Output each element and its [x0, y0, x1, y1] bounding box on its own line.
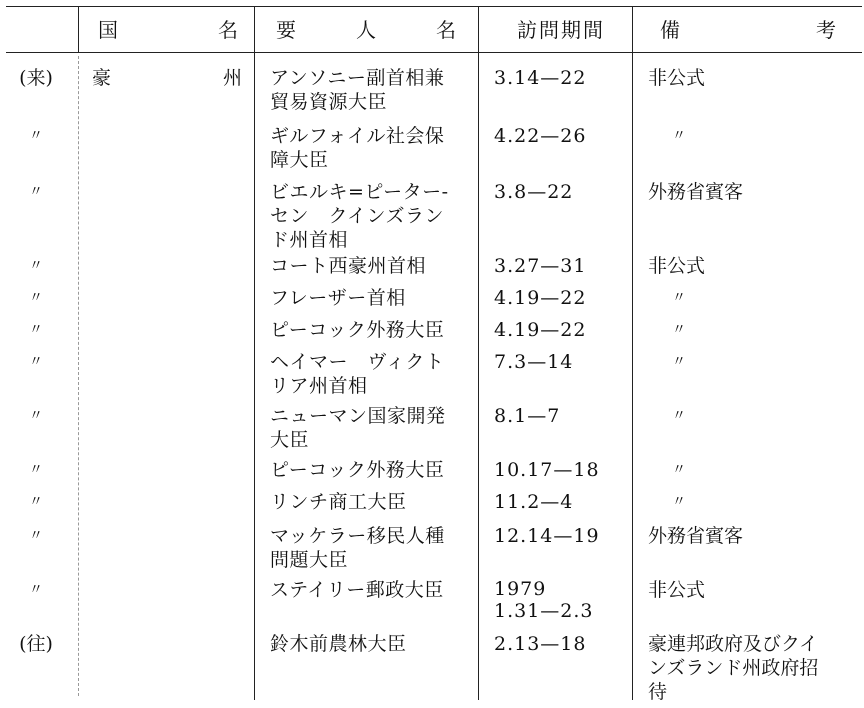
cell-direction: 〃 — [29, 354, 43, 370]
cell-person: ピーコック外務大臣 — [270, 319, 445, 341]
cell-period: 2.13—18 — [494, 633, 587, 655]
cell-person: アンソニー副首相兼 貿易資源大臣 — [270, 67, 445, 113]
cell-period: 4.22—26 — [494, 125, 587, 147]
cell-note: 非公式 — [648, 67, 706, 89]
cell-note: 〃 — [672, 408, 686, 424]
header-bottom-rule — [6, 52, 862, 53]
cell-direction: (来) — [19, 67, 53, 89]
cell-person: ニューマン国家開発 大臣 — [270, 405, 446, 451]
cell-note: 外務省賓客 — [648, 181, 744, 203]
cell-direction: 〃 — [29, 494, 43, 510]
cell-direction: 〃 — [29, 528, 43, 544]
cell-note: 非公式 — [648, 579, 706, 601]
cell-note: 〃 — [672, 128, 686, 144]
cell-direction: 〃 — [29, 582, 43, 598]
cell-person: マッケラー移民人種 問題大臣 — [270, 525, 445, 571]
cell-direction: 〃 — [29, 322, 43, 338]
cell-period: 12.14—19 — [494, 525, 600, 547]
cell-note: 豪連邦政府及びクイ ンズランド州政府招 待 — [648, 633, 819, 703]
header-note: 備 考 — [660, 17, 836, 42]
cell-direction: 〃 — [29, 290, 43, 306]
cell-period: 3.14—22 — [494, 67, 587, 89]
cell-direction: 〃 — [29, 184, 43, 200]
cell-period: 4.19—22 — [494, 319, 587, 341]
cell-person: フレーザー首相 — [270, 287, 406, 309]
cell-note: 非公式 — [648, 255, 706, 277]
cell-period: 3.8—22 — [494, 181, 574, 203]
header-country: 国 名 — [98, 17, 238, 42]
cell-note: 〃 — [672, 322, 686, 338]
cell-period: 1979 1.31—2.3 — [494, 578, 594, 622]
column-divider-dotted — [78, 56, 79, 696]
cell-note: 〃 — [672, 462, 686, 478]
cell-period: 11.2—4 — [494, 491, 574, 513]
cell-direction: 〃 — [29, 408, 43, 424]
cell-person: ピーコック外務大臣 — [270, 459, 445, 481]
cell-country: 豪 州 — [92, 67, 242, 89]
cell-person: コート西豪州首相 — [270, 255, 427, 277]
cell-direction: 〃 — [29, 128, 43, 144]
header-period: 訪問期間 — [517, 17, 605, 42]
cell-direction: (往) — [19, 633, 53, 655]
column-divider — [478, 6, 479, 700]
cell-note: 〃 — [672, 354, 686, 370]
cell-person: ステイリー郵政大臣 — [270, 579, 444, 601]
cell-note: 〃 — [672, 290, 686, 306]
cell-person: ギルフォイル社会保 障大臣 — [270, 125, 445, 171]
cell-note: 外務省賓客 — [648, 525, 744, 547]
cell-direction: 〃 — [29, 258, 43, 274]
cell-direction: 〃 — [29, 462, 43, 478]
cell-period: 3.27—31 — [494, 255, 587, 277]
cell-period: 8.1—7 — [494, 405, 561, 427]
cell-period: 10.17—18 — [494, 459, 600, 481]
header-person: 要 人 名 — [276, 17, 456, 42]
cell-note: 〃 — [672, 494, 686, 510]
column-divider — [254, 6, 255, 700]
cell-person: ヘイマー ヴィクト リア州首相 — [270, 351, 445, 397]
cell-person: ビエルキ=ピーター- セン クインズラン ド州首相 — [270, 181, 449, 251]
cell-period: 7.3—14 — [494, 351, 574, 373]
cell-period: 4.19—22 — [494, 287, 587, 309]
column-divider — [78, 6, 79, 52]
cell-person: 鈴木前農林大臣 — [270, 633, 407, 655]
cell-person: リンチ商工大臣 — [270, 491, 407, 513]
